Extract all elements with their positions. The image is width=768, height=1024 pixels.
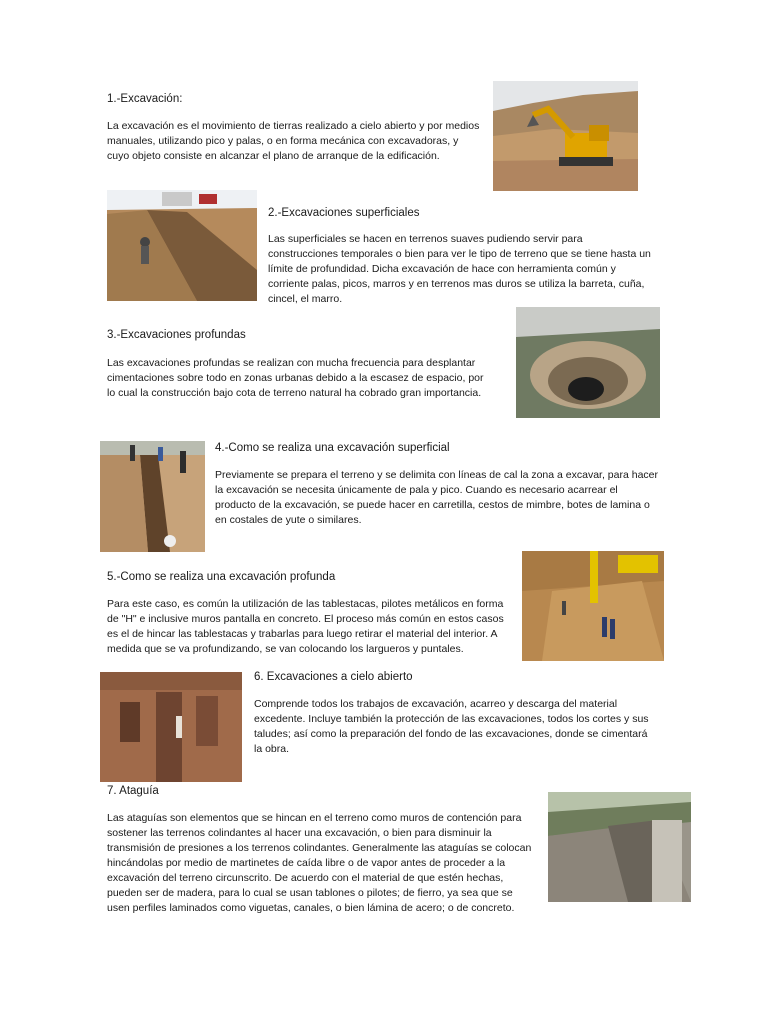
section-4-heading: 4.-Como se realiza una excavación superficial: [215, 442, 450, 454]
section-3-heading: 3.-Excavaciones profundas: [107, 329, 246, 341]
trench-photo: [107, 190, 257, 301]
deep-excavation-photo: [522, 551, 664, 661]
section-2-heading: 2.-Excavaciones superficiales: [268, 207, 420, 219]
section-3-body: Las excavaciones profundas se realizan con mucha frecuencia para desplantar cimentaciones sobre todo en zonas urbanas debido a la escasez de espacio, por lo cual la construcción bajo cota de terreno natural ha cobrado gran importancia.: [107, 357, 484, 399]
excavator-photo: [493, 81, 638, 191]
section-7-body: Las ataguías son elementos que se hincan en el terreno como muros de contención para sostener las terrenos colindantes al hacer una excavación, o bien para disminuir la transmisión de presiones a los terrenos colindantes. Generalmente las ataguías se colocan hincándolas por medio de martinetes de caída libre o de vapor antes de proceder a la excavación del terreno circunscrito. De acuerdo con el material de que estén hechas, pueden ser de madera, para lo cual se usan tablones o pilotes; de fierro, ya sea que se usen perfiles laminados como viguetas, canales, o bien lámina de acero; o de concreto.: [107, 812, 532, 914]
cofferdam-photo: [548, 792, 691, 902]
section-7-heading: 7. Ataguía: [107, 785, 159, 797]
section-6-heading: 6. Excavaciones a cielo abierto: [254, 671, 413, 683]
section-6-body: Comprende todos los trabajos de excavación, acarreo y descarga del material excedente. Incluye también la protección de las excavaciones, todos los cortes y sus taludes; así como la preparación del fondo de las excavaciones, donde se cimentará la obra.: [254, 698, 649, 755]
deep-pit-photo: [516, 307, 660, 418]
worker-trench-photo: [100, 441, 205, 552]
section-2-body: Las superficiales se hacen en terrenos suaves pudiendo servir para construcciones temporales o bien para ver le tipo de terreno que se tiene hasta un límite de profundidad. Dicha excavación de hace con herramienta común y corriente palas, picos, marros y en terrenos mas duros se utiliza la barreta, cuña, cincel, el marro.: [268, 233, 651, 305]
section-1-body: La excavación es el movimiento de tierras realizado a cielo abierto y por medios manuales, utilizando pico y palas, o en forma mecánica con excavadoras, y cuyo objeto consiste en alcanzar el plano de arranque de la edificación.: [107, 120, 480, 162]
section-5-heading: 5.-Como se realiza una excavación profunda: [107, 571, 336, 583]
section-4-body: Previamente se prepara el terreno y se delimita con líneas de cal la zona a excavar, para hacer la excavación se necesita únicamente de pala y pico. Cuando es necesario acarrear el producto de la excavación, se puede hacer en carretilla, cestos de mimbre, botes de lamina o en costales de yute o similares.: [215, 469, 658, 526]
section-5-body: Para este caso, es común la utilización de las tablestacas, pilotes metálicos en forma de "H" e inclusive muros pantalla en concreto. El proceso más común en estos casos es el de hincar las tablestacas y trabarlas para luego retirar el material del interior. A medida que se va profundizando, se van colocando los largueros y puntales.: [107, 598, 504, 655]
section-1-heading: 1.-Excavación:: [107, 93, 183, 105]
open-pit-photo: [100, 672, 242, 782]
